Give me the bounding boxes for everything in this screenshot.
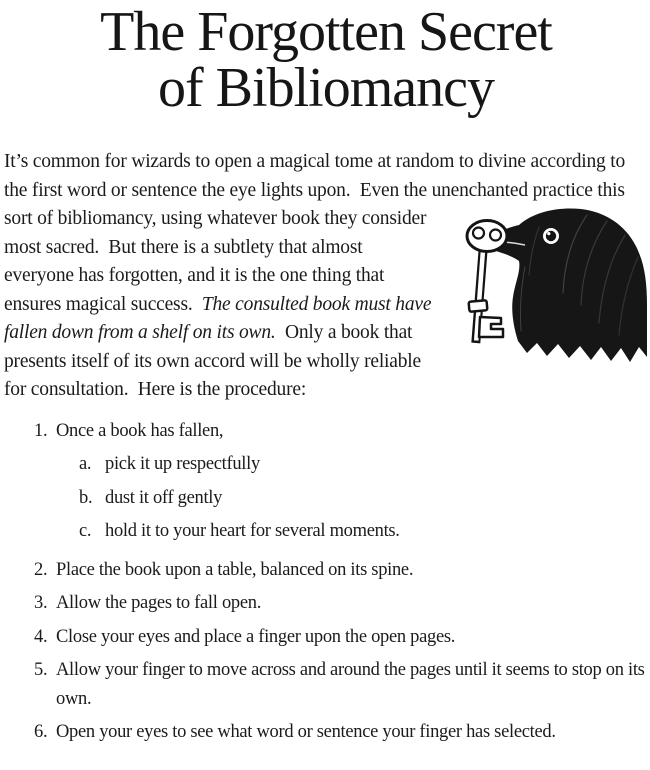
list-item-5 bbox=[4, 656, 648, 713]
list-marker: c. bbox=[79, 521, 92, 541]
list-marker: 5. bbox=[34, 660, 48, 680]
list-item-text: Allow your finger to move across and around the pages until it seems to stop on its own. bbox=[56, 660, 645, 709]
sub-list bbox=[56, 450, 648, 546]
list-marker: 4. bbox=[34, 626, 48, 647]
intro-text-2: consider most sacred. But there is a subtlety that almost everyone has forgotten, and it is the one thing that ensures magical success. bbox=[4, 208, 431, 315]
list-marker: 3. bbox=[34, 593, 48, 613]
list-item-4 bbox=[4, 623, 648, 652]
title-line-1: The Forgotten Secret bbox=[100, 1, 552, 63]
list-item-text: Place the book upon a table, balanced on its spine. bbox=[56, 559, 414, 580]
intro-emphasis: The consulted book must have fallen down from a shelf on its own. bbox=[4, 293, 436, 343]
list-marker: 1. bbox=[34, 420, 48, 441]
list-item-text: Allow the pages to fall open. bbox=[56, 593, 262, 613]
list-item-text: Open your eyes to see what word or sentence your finger has selected. bbox=[56, 722, 556, 742]
list-marker: 6. bbox=[34, 722, 48, 742]
intro-text-3: Only a book that presents itself of its own accord will be wholly reliable for consultation. Here is the procedure: bbox=[4, 322, 426, 400]
sub-item-b bbox=[56, 484, 648, 513]
list-marker: 2. bbox=[34, 559, 48, 580]
intro-paragraph bbox=[4, 148, 648, 405]
list-item-text: pick it up respectfully bbox=[105, 454, 260, 474]
list-item-6 bbox=[4, 718, 648, 747]
list-item-text: hold it to your heart for several moments. bbox=[105, 521, 400, 541]
crow-eye bbox=[543, 228, 559, 244]
sub-item-a bbox=[56, 450, 648, 479]
list-item-text: Close your eyes and place a finger upon the open pages. bbox=[56, 626, 456, 647]
page-title bbox=[4, 1, 648, 119]
list-item-2 bbox=[4, 556, 648, 585]
list-item-text: dust it off gently bbox=[105, 487, 223, 508]
list-marker: b. bbox=[79, 487, 93, 508]
list-item-text: Once a book has fallen, bbox=[56, 420, 224, 441]
list-marker: a. bbox=[79, 454, 92, 474]
skeleton-key-icon bbox=[467, 221, 507, 344]
title-line-2: of Bibliomancy bbox=[158, 57, 494, 119]
procedure-list bbox=[4, 417, 648, 747]
crow-key-illustration bbox=[446, 205, 648, 365]
list-item-1 bbox=[4, 417, 648, 551]
sub-item-c bbox=[56, 517, 648, 546]
intro-text-1: It’s common for wizards to open a magical tome at random to divine according to the first word or sentence the eye lights upon. Even the unenchanted practice this sort of bibliomancy, using whatever book they bbox=[4, 151, 630, 229]
list-item-3 bbox=[4, 589, 648, 618]
